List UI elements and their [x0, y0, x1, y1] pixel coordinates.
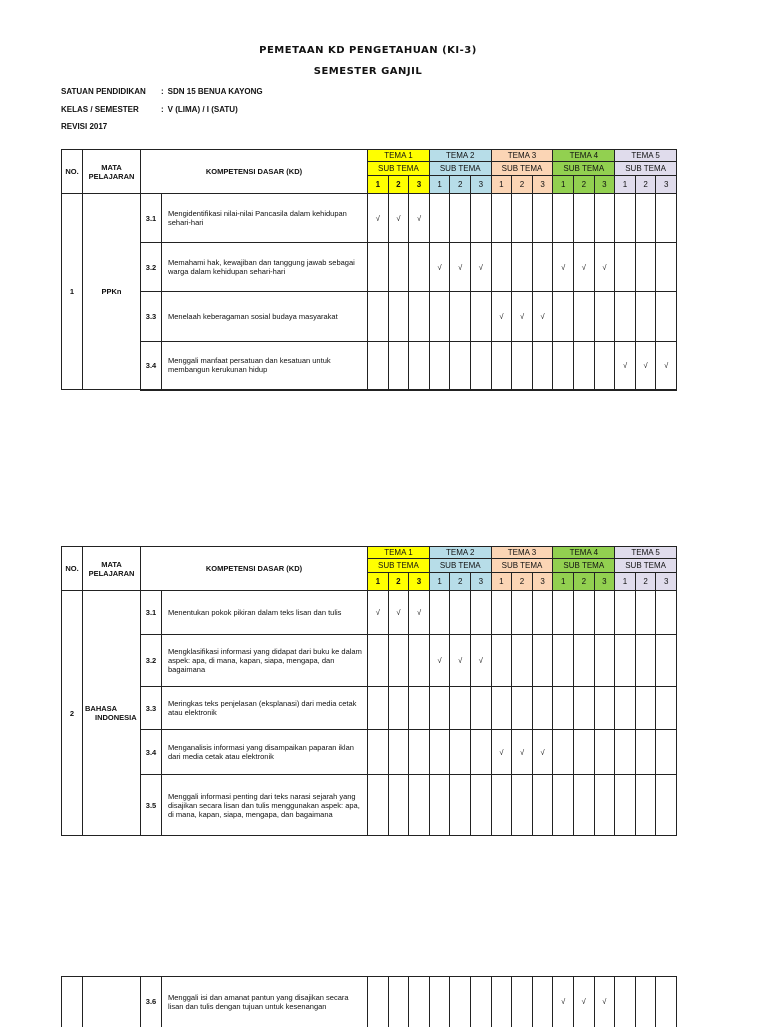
subtema-number: 2 [388, 176, 409, 194]
header-subtema: SUB TEMA [615, 162, 677, 176]
check-cell [491, 591, 512, 635]
subtema-number: 2 [388, 573, 409, 591]
check-cell [409, 730, 430, 775]
check-cell [574, 775, 595, 836]
check-cell [491, 635, 512, 687]
check-cell [553, 292, 574, 342]
subtema-number: 3 [409, 176, 430, 194]
kd-number: 3.4 [141, 730, 162, 775]
subtema-number: 3 [532, 573, 553, 591]
check-cell [635, 292, 656, 342]
check-cell [574, 635, 595, 687]
kd-number: 3.1 [141, 591, 162, 635]
check-cell [471, 591, 492, 635]
check-cell [491, 687, 512, 730]
subtema-number: 2 [512, 176, 533, 194]
kd-text: Memahami hak, kewajiban dan tanggung jawab sebagai warga dalam kehidupan sehari-hari [162, 243, 368, 292]
check-cell: √ [553, 977, 574, 1027]
check-cell [491, 775, 512, 836]
subject-line2: INDONESIA [95, 713, 137, 722]
kd-table-continued [61, 976, 677, 1027]
check-cell [409, 342, 430, 390]
check-cell [450, 194, 471, 243]
info-value: : SDN 15 BENUA KAYONG [161, 87, 263, 96]
check-cell: √ [574, 243, 595, 292]
table-row [62, 243, 677, 292]
check-cell [368, 635, 389, 687]
check-cell [656, 775, 677, 836]
header-subtema: SUB TEMA [553, 559, 615, 573]
check-cell [615, 775, 636, 836]
check-cell [471, 194, 492, 243]
kd-number: 3.3 [141, 292, 162, 342]
check-cell [656, 292, 677, 342]
kd-number: 3.1 [141, 194, 162, 243]
subtema-number: 3 [656, 573, 677, 591]
check-cell [656, 591, 677, 635]
check-cell [594, 591, 615, 635]
check-cell [450, 775, 471, 836]
check-cell [409, 977, 430, 1027]
header-subtema: SUB TEMA [368, 162, 430, 176]
check-cell [635, 977, 656, 1027]
check-cell: √ [429, 635, 450, 687]
check-cell: √ [388, 591, 409, 635]
check-cell [553, 591, 574, 635]
subtema-number: 1 [491, 176, 512, 194]
check-cell [532, 342, 553, 390]
subject-line1: BAHASA [85, 704, 118, 713]
check-cell [615, 730, 636, 775]
check-cell [615, 243, 636, 292]
check-cell [471, 342, 492, 390]
header-subtema: SUB TEMA [491, 559, 553, 573]
check-cell [615, 292, 636, 342]
header-tema-3: TEMA 3 [491, 150, 553, 162]
check-cell: √ [491, 292, 512, 342]
check-cell [388, 342, 409, 390]
check-cell [615, 591, 636, 635]
header-tema-4: TEMA 4 [553, 547, 615, 559]
header-tema-1: TEMA 1 [368, 150, 430, 162]
check-cell [656, 730, 677, 775]
check-cell: √ [409, 194, 430, 243]
check-cell [615, 635, 636, 687]
check-cell [388, 730, 409, 775]
check-cell [553, 687, 574, 730]
header-no: NO. [62, 150, 83, 194]
document-title: PEMETAAN KD PENGETAHUAN (KI-3) [259, 45, 477, 56]
check-cell [409, 687, 430, 730]
check-cell: √ [471, 243, 492, 292]
check-cell [491, 977, 512, 1027]
table-row [62, 730, 677, 775]
header-subtema: SUB TEMA [615, 559, 677, 573]
check-cell [491, 342, 512, 390]
check-cell [512, 635, 533, 687]
check-cell [388, 687, 409, 730]
check-cell [512, 687, 533, 730]
check-cell [615, 687, 636, 730]
check-cell [388, 243, 409, 292]
check-cell [512, 977, 533, 1027]
check-cell [532, 775, 553, 836]
check-cell [532, 687, 553, 730]
check-cell [615, 977, 636, 1027]
check-cell [635, 775, 656, 836]
check-cell [368, 730, 389, 775]
row-number: 2 [62, 591, 83, 836]
header-no: NO. [62, 547, 83, 591]
subtema-number: 3 [471, 573, 492, 591]
check-cell [574, 194, 595, 243]
check-cell [512, 342, 533, 390]
check-cell [635, 730, 656, 775]
kd-number: 3.2 [141, 635, 162, 687]
check-cell: √ [656, 342, 677, 390]
check-cell [594, 292, 615, 342]
check-cell: √ [512, 292, 533, 342]
check-cell [409, 243, 430, 292]
check-cell [491, 243, 512, 292]
table-row [62, 194, 677, 243]
subtema-number: 1 [491, 573, 512, 591]
check-cell [470, 977, 491, 1027]
check-cell [594, 687, 615, 730]
check-cell [615, 194, 636, 243]
check-cell [574, 730, 595, 775]
check-cell [656, 194, 677, 243]
kd-table-ppkn [61, 149, 677, 391]
subtema-number: 3 [471, 176, 492, 194]
kd-number: 3.3 [141, 687, 162, 730]
header-subtema: SUB TEMA [553, 162, 615, 176]
subtema-number: 1 [553, 573, 574, 591]
check-cell: √ [450, 635, 471, 687]
kd-number: 3.6 [141, 977, 162, 1027]
check-cell: √ [429, 243, 450, 292]
kd-number: 3.5 [141, 775, 162, 836]
check-cell: √ [450, 243, 471, 292]
header-tema-4: TEMA 4 [553, 150, 615, 162]
info-label: KELAS / SEMESTER [61, 105, 139, 114]
info-label: SATUAN PENDIDIKAN [61, 87, 146, 96]
check-cell [553, 194, 574, 243]
kd-text: Mengklasifikasi informasi yang didapat dari buku ke dalam aspek: apa, di mana, kapan, siapa, mengapa, dan bagaimana [162, 635, 368, 687]
header-tema-5: TEMA 5 [615, 150, 677, 162]
check-cell [594, 194, 615, 243]
header-kd: KOMPETENSI DASAR (KD) [141, 150, 368, 194]
check-cell [471, 292, 492, 342]
check-cell [368, 687, 389, 730]
document-subtitle: SEMESTER GANJIL [313, 66, 423, 77]
check-cell [594, 775, 615, 836]
check-cell [409, 635, 430, 687]
check-cell [368, 342, 389, 390]
check-cell [471, 687, 492, 730]
header-subject-line2: PELAJARAN [88, 568, 135, 578]
check-cell [512, 775, 533, 836]
check-cell [368, 775, 389, 836]
check-cell: √ [471, 635, 492, 687]
check-cell [553, 730, 574, 775]
check-cell: √ [594, 243, 615, 292]
check-cell [450, 730, 471, 775]
table-row [62, 687, 677, 730]
check-cell [574, 591, 595, 635]
subtema-number: 2 [635, 573, 656, 591]
check-cell [594, 635, 615, 687]
subtema-number: 3 [532, 176, 553, 194]
header-subject-line1: MATA [101, 162, 122, 172]
check-cell [368, 243, 389, 292]
check-cell [656, 687, 677, 730]
header-subtema: SUB TEMA [368, 559, 430, 573]
check-cell [429, 194, 450, 243]
row-number: 1 [62, 194, 83, 390]
subtema-number: 1 [553, 176, 574, 194]
check-cell [450, 687, 471, 730]
subtema-number: 1 [429, 573, 450, 591]
kd-table-bahasa-indonesia [61, 546, 677, 836]
check-cell: √ [491, 730, 512, 775]
kd-text: Mengidentifikasi nilai-nilai Pancasila dalam kehidupan sehari-hari [162, 194, 368, 243]
kd-text: Menggali isi dan amanat pantun yang disajikan secara lisan dan tulis dengan tujuan untuk kesenangan [162, 977, 368, 1027]
kd-text: Menggali informasi penting dari teks narasi sejarah yang disajikan secara lisan dan tulis menggunakan aspek: apa, di mana, kapan, siapa, mengapa, dan bagaimana [162, 775, 368, 836]
check-cell: √ [615, 342, 636, 390]
subtema-number: 1 [368, 176, 389, 194]
check-cell [574, 687, 595, 730]
check-cell: √ [388, 194, 409, 243]
subtema-number: 2 [574, 176, 595, 194]
check-cell [656, 635, 677, 687]
check-cell [532, 977, 553, 1027]
header-subject-line2: PELAJARAN [88, 171, 135, 181]
subtema-number: 1 [615, 176, 636, 194]
subtema-number: 3 [656, 176, 677, 194]
header-tema-1: TEMA 1 [368, 547, 430, 559]
kd-text: Menentukan pokok pikiran dalam teks lisan dan tulis [162, 591, 368, 635]
kd-text: Meringkas teks penjelasan (eksplanasi) dari media cetak atau elektronik [162, 687, 368, 730]
info-label: REVISI 2017 [61, 122, 108, 131]
header-subject [83, 547, 141, 591]
check-cell [368, 292, 389, 342]
subtema-number: 1 [429, 176, 450, 194]
subtema-number: 3 [594, 176, 615, 194]
check-cell [532, 243, 553, 292]
check-cell [635, 687, 656, 730]
check-cell [594, 342, 615, 390]
kd-text: Menganalisis informasi yang disampaikan paparan iklan dari media cetak atau elektronik [162, 730, 368, 775]
check-cell [429, 775, 450, 836]
subject-name: PPKn [83, 194, 141, 390]
row-number [62, 977, 83, 1027]
check-cell [656, 243, 677, 292]
check-cell [429, 730, 450, 775]
header-tema-3: TEMA 3 [491, 547, 553, 559]
check-cell [409, 775, 430, 836]
check-cell: √ [532, 292, 553, 342]
info-value: : V (LIMA) / I (SATU) [161, 105, 238, 114]
check-cell: √ [368, 194, 389, 243]
check-cell [409, 292, 430, 342]
check-cell [553, 775, 574, 836]
check-cell [594, 730, 615, 775]
check-cell [635, 591, 656, 635]
check-cell: √ [409, 591, 430, 635]
check-cell [553, 342, 574, 390]
check-cell [429, 292, 450, 342]
check-cell: √ [573, 977, 594, 1027]
check-cell [368, 977, 389, 1027]
header-tema-5: TEMA 5 [615, 547, 677, 559]
subtema-number: 2 [635, 176, 656, 194]
subtema-number: 1 [615, 573, 636, 591]
check-cell: √ [594, 977, 615, 1027]
subject-name [83, 591, 141, 836]
check-cell [574, 342, 595, 390]
check-cell [429, 687, 450, 730]
kd-number: 3.2 [141, 243, 162, 292]
check-cell [450, 342, 471, 390]
subtema-number: 2 [512, 573, 533, 591]
check-cell [450, 292, 471, 342]
header-subtema: SUB TEMA [429, 162, 491, 176]
check-cell [532, 194, 553, 243]
subtema-number: 3 [594, 573, 615, 591]
check-cell [635, 635, 656, 687]
check-cell [553, 635, 574, 687]
check-cell [450, 977, 471, 1027]
check-cell [512, 243, 533, 292]
check-cell: √ [512, 730, 533, 775]
table-row [62, 292, 677, 342]
kd-text: Menggali manfaat persatuan dan kesatuan untuk membangun kerukunan hidup [162, 342, 368, 390]
header-tema-2: TEMA 2 [429, 547, 491, 559]
subject-name [83, 977, 141, 1027]
check-cell [512, 591, 533, 635]
check-cell: √ [635, 342, 656, 390]
header-kd: KOMPETENSI DASAR (KD) [141, 547, 368, 591]
header-subtema: SUB TEMA [491, 162, 553, 176]
header-subtema: SUB TEMA [429, 559, 491, 573]
subtema-number: 2 [450, 176, 471, 194]
check-cell [471, 775, 492, 836]
check-cell [532, 591, 553, 635]
subtema-number: 2 [574, 573, 595, 591]
check-cell [532, 635, 553, 687]
check-cell: √ [553, 243, 574, 292]
check-cell: √ [532, 730, 553, 775]
check-cell [512, 194, 533, 243]
table-row [62, 977, 677, 1027]
check-cell [388, 635, 409, 687]
table-row [62, 342, 677, 390]
header-subject-line1: MATA [101, 559, 122, 569]
check-cell [491, 194, 512, 243]
kd-number: 3.4 [141, 342, 162, 390]
check-cell [450, 591, 471, 635]
table-row [62, 635, 677, 687]
check-cell [388, 977, 409, 1027]
table-row [62, 591, 677, 635]
table-row [62, 775, 677, 836]
header-tema-2: TEMA 2 [429, 150, 491, 162]
check-cell [635, 243, 656, 292]
check-cell [388, 775, 409, 836]
header-subject [83, 150, 141, 194]
check-cell [429, 591, 450, 635]
check-cell [656, 977, 677, 1027]
check-cell: √ [368, 591, 389, 635]
subtema-number: 2 [450, 573, 471, 591]
check-cell [429, 342, 450, 390]
check-cell [429, 977, 450, 1027]
check-cell [574, 292, 595, 342]
check-cell [635, 194, 656, 243]
kd-text: Menelaah keberagaman sosial budaya masyarakat [162, 292, 368, 342]
subtema-number: 1 [368, 573, 389, 591]
check-cell [388, 292, 409, 342]
subtema-number: 3 [409, 573, 430, 591]
check-cell [471, 730, 492, 775]
